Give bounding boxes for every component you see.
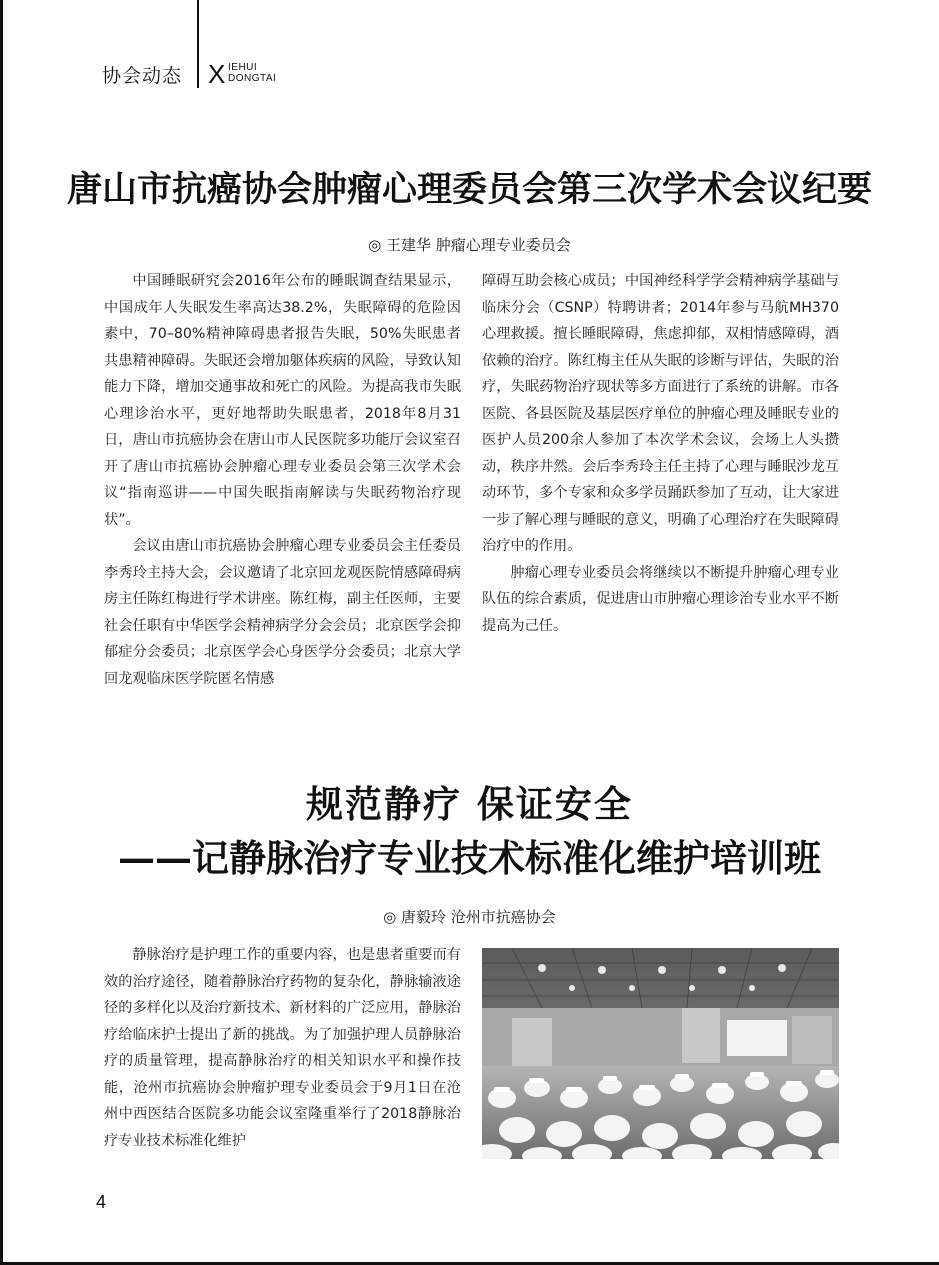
photo-illustration <box>482 948 839 1159</box>
article1-paragraph: 中国睡眠研究会2016年公布的睡眠调查结果显示，中国成年人失眠发生率高达38.2%，失眠障碍的危险因素中，70–80%精神障碍患者报告失眠，50%失眠患者共患精神障碍。失眠还会增加躯体疾病的风险，导致认知能力下降，增加交通事故和死亡的风险。为提高我市失眠心理诊治水平，更好地帮助失眠患者，2018年8月31日，唐山市抗癌协会在唐山市人民医院多功能厅会议室召开了唐山市抗癌协会肿瘤心理专业委员会第三次学术会议“指南巡讲——中国失眠指南解读与失眠药物治疗现状”。 <box>104 273 461 528</box>
brand-line2: DONGTAI <box>228 73 277 84</box>
article2-column-left <box>104 942 461 1154</box>
section-label: 协会动态 <box>102 65 183 87</box>
brand-line1: IEHUI <box>228 62 258 73</box>
training-session-photo <box>482 948 839 1159</box>
article2-paragraph: 静脉治疗是护理工作的重要内容，也是患者重要而有效的治疗途径，随着静脉治疗药物的复杂化，静脉输液途径的多样化以及治疗新技术、新材料的广泛应用，静脉治疗给临床护士提出了新的挑战。为了加强护理人员静脉治疗的质量管理，提高静脉治疗的相关知识水平和操作技能，沧州市抗癌协会肿瘤护理专业委员会于9月1日在沧州中西医结合医院多功能会议室隆重举行了2018静脉治疗专业技术标准化维护 <box>104 947 461 1149</box>
article2-title: 规范静疗 保证安全 <box>306 782 633 826</box>
article1-column-left <box>104 268 461 692</box>
brand-initial: X <box>208 59 226 89</box>
article2-subtitle: ——记静脉治疗专业技术标准化维护培训班 <box>118 836 821 880</box>
article2-byline: ◎ 唐毅玲 沧州市抗癌协会 <box>383 908 556 926</box>
page-number: 4 <box>96 1192 107 1212</box>
header-divider <box>197 0 199 88</box>
article1-column-right <box>482 268 839 639</box>
article1-paragraph: 肿瘤心理专业委员会将继续以不断提升肿瘤心理专业队伍的综合素质，促进唐山市肿瘤心理诊治专业水平不断提高为己任。 <box>482 564 839 634</box>
article1-paragraph: 会议由唐山市抗癌协会肿瘤心理专业委员会主任委员李秀玲主持大会，会议邀请了北京回龙观医院情感障碍病房主任陈红梅进行学术讲座。陈红梅，副主任医师，主要社会任职有中华医学会精神病学分会会员；北京医学会抑郁症分会委员；北京医学会心身医学分会委员；北京大学回龙观临床医学院匿名情感 <box>104 538 461 687</box>
article1-paragraph: 障碍互助会核心成员；中国神经科学学会精神病学基础与临床分会（CSNP）特聘讲者；2014年参与马航MH370心理救援。擅长睡眠障碍，焦虑抑郁，双相情感障碍，酒依赖的治疗。陈红梅主任从失眠的诊断与评估，失眠的治疗，失眠药物治疗现状等多方面进行了系统的讲解。市各医院、各县医院及基层医疗单位的肿瘤心理及睡眠专业的医护人员200余人参加了本次学术会议，会场上人头攒动，秩序井然。会后李秀玲主任主持了心理与睡眠沙龙互动环节，多个专家和众多学员踊跃参加了互动，让大家进一步了解心理与睡眠的意义，明确了心理治疗在失眠障碍治疗中的作用。 <box>482 273 839 554</box>
article1-byline: ◎ 王建华 肿瘤心理专业委员会 <box>368 236 571 254</box>
article1-title: 唐山市抗癌协会肿瘤心理委员会第三次学术会议纪要 <box>66 169 872 210</box>
